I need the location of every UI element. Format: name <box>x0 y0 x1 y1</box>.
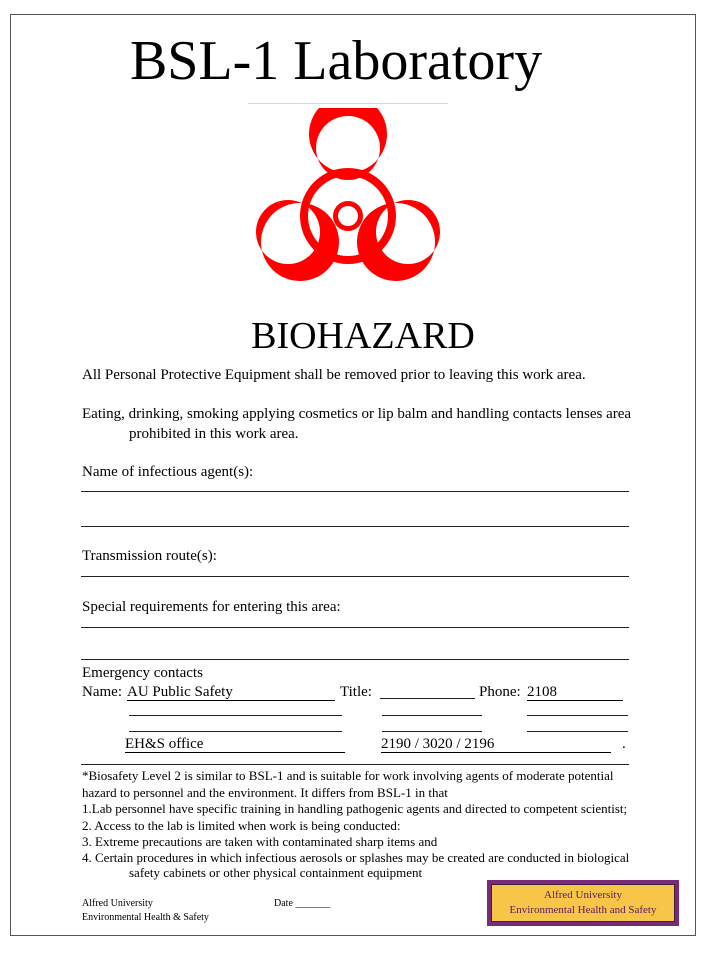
route-label: Transmission route(s): <box>82 548 217 564</box>
ehs-logo-inner <box>491 884 675 922</box>
eating-statement-cont: prohibited in this work area. <box>129 426 299 442</box>
biohazard-heading: BIOHAZARD <box>251 315 475 357</box>
agent-line-1[interactable] <box>81 491 629 492</box>
contact2-name[interactable] <box>125 735 345 754</box>
notes-item-3: 3. Extreme precautions are taken with contaminated sharp items and <box>82 834 438 849</box>
notes-intro-1: *Biosafety Level 2 is similar to BSL-1 and is suitable for work involving agents of moderate potential <box>82 768 614 783</box>
contact2-period: . <box>622 736 626 752</box>
agent-line-2[interactable] <box>81 526 629 527</box>
title-divider <box>248 103 448 104</box>
notes-divider <box>81 764 629 765</box>
name-label: Name: <box>82 684 122 700</box>
route-line[interactable] <box>81 576 629 577</box>
footer-org-1: Alfred University <box>82 898 153 909</box>
title-label: Title: <box>340 684 372 700</box>
contact1-name-value: AU Public Safety <box>127 684 335 701</box>
logo-line-2: Environmental Health and Safety <box>509 904 657 916</box>
contact1-phone-value: 2108 <box>527 684 623 701</box>
footer-date[interactable]: Date _______ <box>274 898 331 909</box>
ppe-statement: All Personal Protective Equipment shall be removed prior to leaving this work area. <box>82 367 586 383</box>
contact1-title-line[interactable] <box>380 698 475 699</box>
contact2-phone[interactable] <box>381 735 611 754</box>
contact-row3-name-line[interactable] <box>129 731 342 732</box>
notes-item-4: 4. Certain procedures in which infectious aerosols or splashes may be created are conducted in biological <box>82 850 630 865</box>
notes-item-4-cont: safety cabinets or other physical containment equipment <box>129 865 423 880</box>
logo-line-1: Alfred University <box>544 889 622 901</box>
notes-item-2: 2. Access to the lab is limited when work is being conducted: <box>82 818 401 833</box>
emergency-heading: Emergency contacts <box>82 665 203 681</box>
special-line-2[interactable] <box>81 659 629 660</box>
special-label: Special requirements for entering this area: <box>82 599 341 615</box>
contact2-name-value: EH&S office <box>125 736 345 753</box>
phone-label: Phone: <box>479 684 521 700</box>
agent-label: Name of infectious agent(s): <box>82 464 254 480</box>
notes-intro-2: hazard to personnel and the environment. It differs from BSL-1 in that <box>82 785 448 800</box>
contact2-phone-value: 2190 / 3020 / 2196 <box>381 736 611 753</box>
biohazard-icon <box>248 108 448 298</box>
ehs-logo <box>487 880 679 926</box>
page-title: BSL-1 Laboratory <box>129 30 543 92</box>
contact-row3-phone-line[interactable] <box>527 731 628 732</box>
contact1-name[interactable] <box>127 683 335 702</box>
contact-row2-name-line[interactable] <box>129 715 342 716</box>
footer-org-2: Environmental Health & Safety <box>82 912 209 923</box>
contact1-phone[interactable] <box>527 683 623 702</box>
contact-row3-title-line[interactable] <box>382 731 482 732</box>
contact-row2-title-line[interactable] <box>382 715 482 716</box>
eating-statement: Eating, drinking, smoking applying cosmetics or lip balm and handling contacts lenses area <box>82 406 632 422</box>
special-line-1[interactable] <box>81 627 629 628</box>
notes-item-1: 1.Lab personnel have specific training in handling pathogenic agents and directed to competent scientist; <box>82 801 628 816</box>
contact-row2-phone-line[interactable] <box>527 715 628 716</box>
